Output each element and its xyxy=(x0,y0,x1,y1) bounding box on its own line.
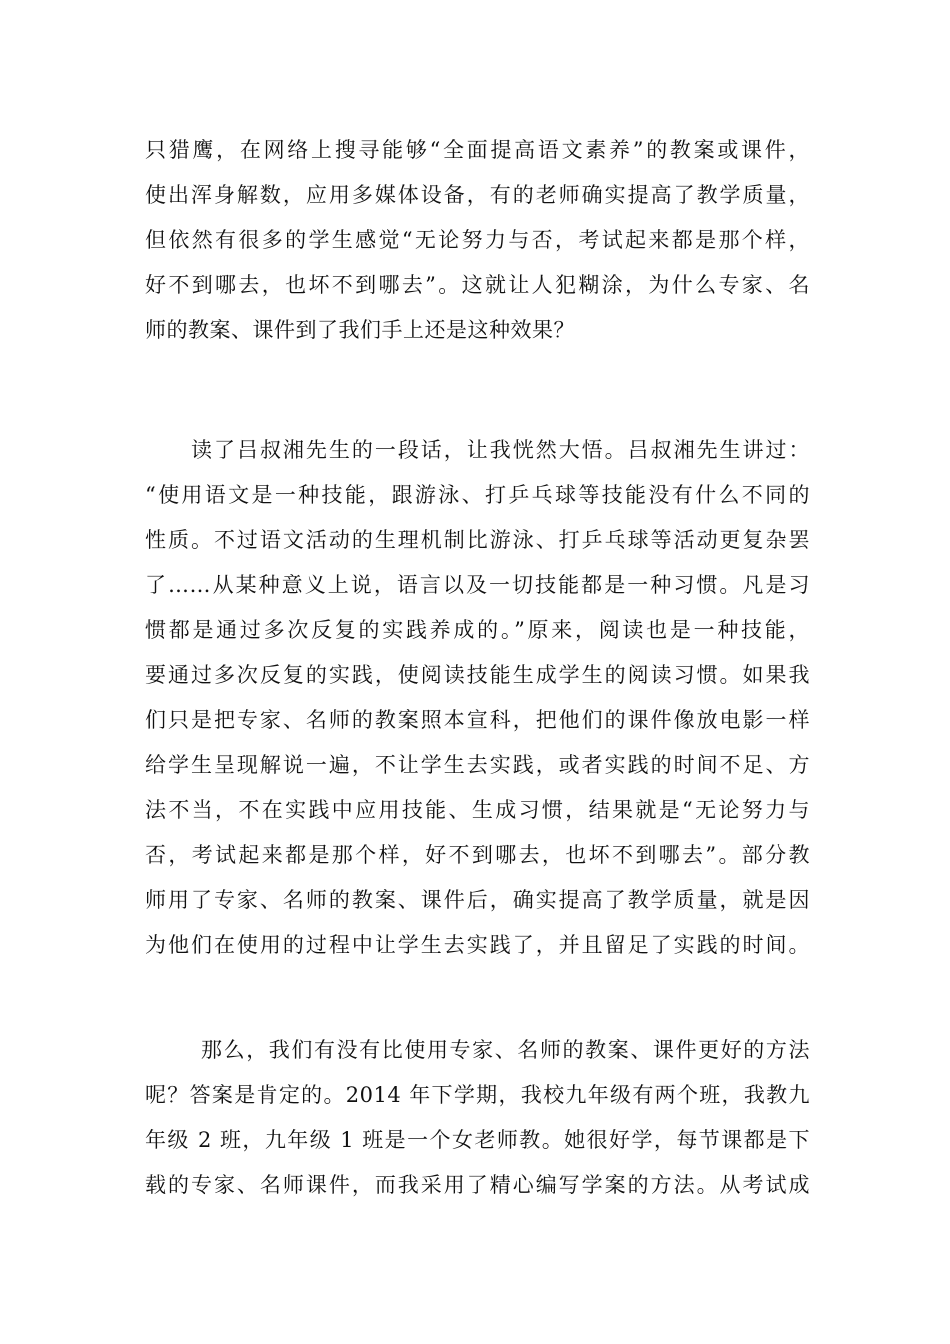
paragraph-3 xyxy=(145,1028,810,1208)
paragraph-2 xyxy=(145,428,810,968)
text-line: 年级 2 班，九年级 1 班是一个女老师教。她很好学，每节课都是下 xyxy=(145,1128,810,1152)
text-line: “使用语文是一种技能，跟游泳、打乒乓球等技能没有什么不同的 xyxy=(145,483,810,507)
text-line: 好不到哪去，也坏不到哪去”。这就让人犯糊涂，为什么专家、名 xyxy=(145,273,810,297)
text-line: 师的教案、课件到了我们手上还是这种效果？ xyxy=(145,318,575,342)
text-line: 呢？答案是肯定的。2014 年下学期，我校九年级有两个班，我教九 xyxy=(145,1083,810,1107)
paragraph-1 xyxy=(145,128,810,353)
text-line: 了……从某种意义上说，语言以及一切技能都是一种习惯。凡是习 xyxy=(145,573,810,597)
text-line: 法不当，不在实践中应用技能、生成习惯，结果就是“无论努力与 xyxy=(145,798,810,822)
text-line: 载的专家、名师课件，而我采用了精心编写学案的方法。从考试成 xyxy=(145,1173,810,1197)
text-line: 师用了专家、名师的教案、课件后，确实提高了教学质量，就是因 xyxy=(145,888,810,912)
text-line: 给学生呈现解说一遍，不让学生去实践，或者实践的时间不足、方 xyxy=(145,753,810,777)
text-line: 惯都是通过多次反复的实践养成的。”原来，阅读也是一种技能， xyxy=(145,618,810,642)
text-line: 为他们在使用的过程中让学生去实践了，并且留足了实践的时间。 xyxy=(145,933,810,957)
text-line: 们只是把专家、名师的教案照本宣科，把他们的课件像放电影一样 xyxy=(145,708,810,732)
text-line: 只猎鹰，在网络上搜寻能够“全面提高语文素养”的教案或课件， xyxy=(145,138,810,162)
text-line: 性质。不过语文活动的生理机制比游泳、打乒乓球等活动更复杂罢 xyxy=(145,528,810,552)
text-line: 使出浑身解数，应用多媒体设备，有的老师确实提高了教学质量， xyxy=(145,183,810,207)
text-line: 否，考试起来都是那个样，好不到哪去，也坏不到哪去”。部分教 xyxy=(145,843,810,867)
text-line: 那么，我们有没有比使用专家、名师的教案、课件更好的方法 xyxy=(201,1038,810,1062)
text-line: 但依然有很多的学生感觉“无论努力与否，考试起来都是那个样， xyxy=(145,228,810,252)
text-line: 要通过多次反复的实践，使阅读技能生成学生的阅读习惯。如果我 xyxy=(145,663,810,687)
text-line: 读了吕叔湘先生的一段话，让我恍然大悟。吕叔湘先生讲过： xyxy=(191,438,810,462)
